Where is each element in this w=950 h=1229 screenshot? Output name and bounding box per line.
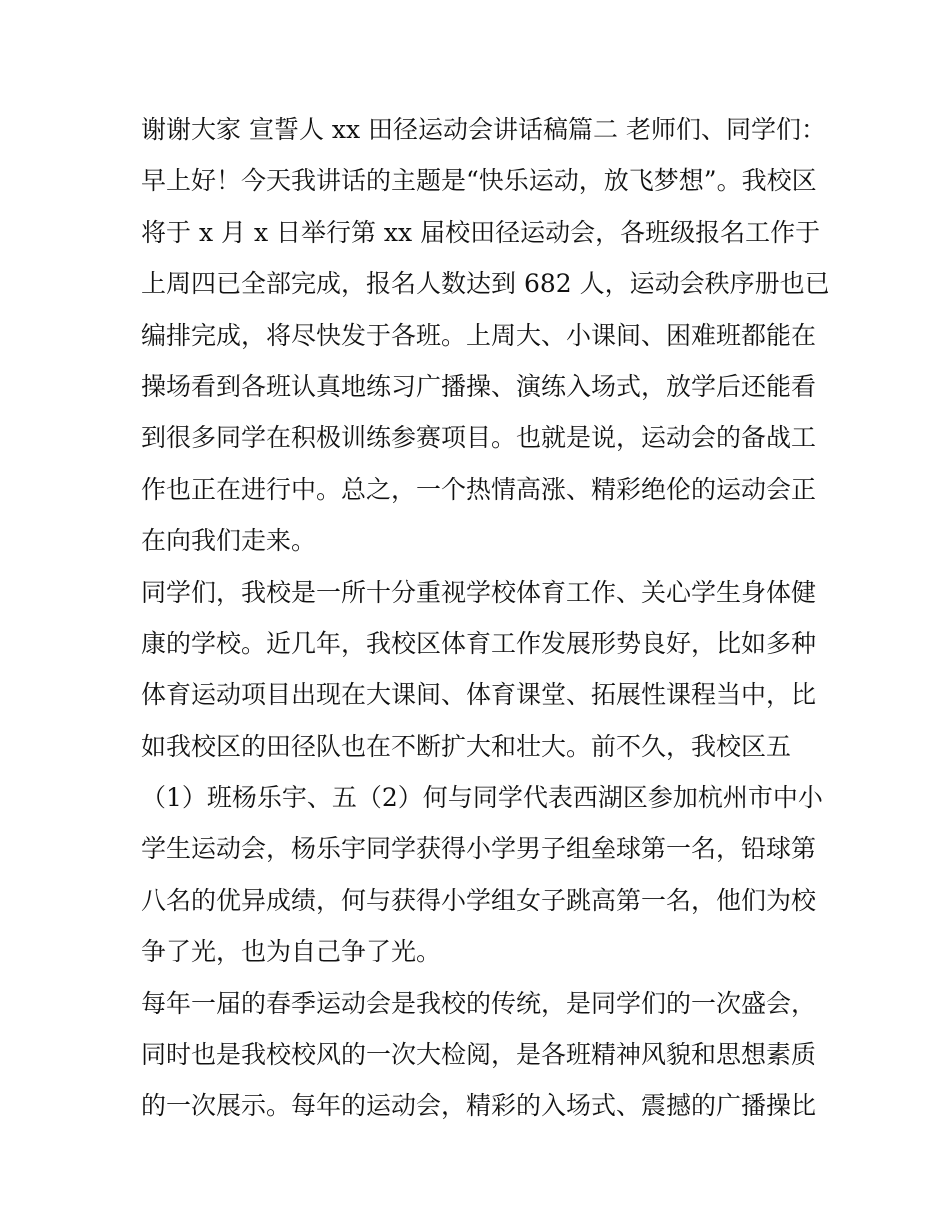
text-line: 八名的优异成绩，何与获得小学组女子跳高第一名，他们为校 [141, 885, 817, 915]
text-line: 的一次展示。每年的运动会，精彩的入场式、震撼的广播操比 [141, 1091, 817, 1121]
text-line: 作也正在进行中。总之，一个热情高涨、精彩绝伦的运动会正 [141, 474, 817, 504]
text-line: 到很多同学在积极训练参赛项目。也就是说，运动会的备战工 [141, 423, 817, 453]
text-line: （1）班杨乐宇、五（2）何与同学代表西湖区参加杭州市中小 [141, 783, 823, 813]
speech-text [141, 104, 830, 1132]
text-line: 在向我们走来。 [141, 526, 317, 556]
text-line: 同学们，我校是一所十分重视学校体育工作、关心学生身体健 [141, 577, 817, 607]
text-line: 将于 x 月 x 日举行第 xx 届校田径运动会，各班级报名工作于 [141, 217, 821, 247]
text-line: 编排完成，将尽快发于各班。上周大、小课间、困难班都能在 [141, 320, 817, 350]
text-line: 上周四已全部完成，报名人数达到 682 人，运动会秩序册也已 [141, 269, 830, 299]
text-line: 体育运动项目出现在大课间、体育课堂、拓展性课程当中，比 [141, 680, 817, 710]
text-line: 学生运动会，杨乐宇同学获得小学男子组垒球第一名，铅球第 [141, 834, 817, 864]
text-line: 每年一届的春季运动会是我校的传统，是同学们的一次盛会， [141, 988, 817, 1018]
text-line: 谢谢大家 宣誓人 xx 田径运动会讲话稿篇二 老师们、同学们： [141, 115, 826, 144]
text-line: 争了光，也为自己争了光。 [141, 937, 442, 967]
text-line: 同时也是我校校风的一次大检阅，是各班精神风貌和思想素质 [141, 1040, 817, 1070]
text-line: 操场看到各班认真地练习广播操、演练入场式，放学后还能看 [141, 371, 817, 401]
text-line: 如我校区的田径队也在不断扩大和壮大。前不久，我校区五 [141, 731, 792, 761]
text-line: 康的学校。近几年，我校区体育工作发展形势良好，比如多种 [141, 628, 817, 658]
text-line: 早上好！今天我讲话的主题是“快乐运动，放飞梦想”。我校区 [141, 166, 817, 196]
